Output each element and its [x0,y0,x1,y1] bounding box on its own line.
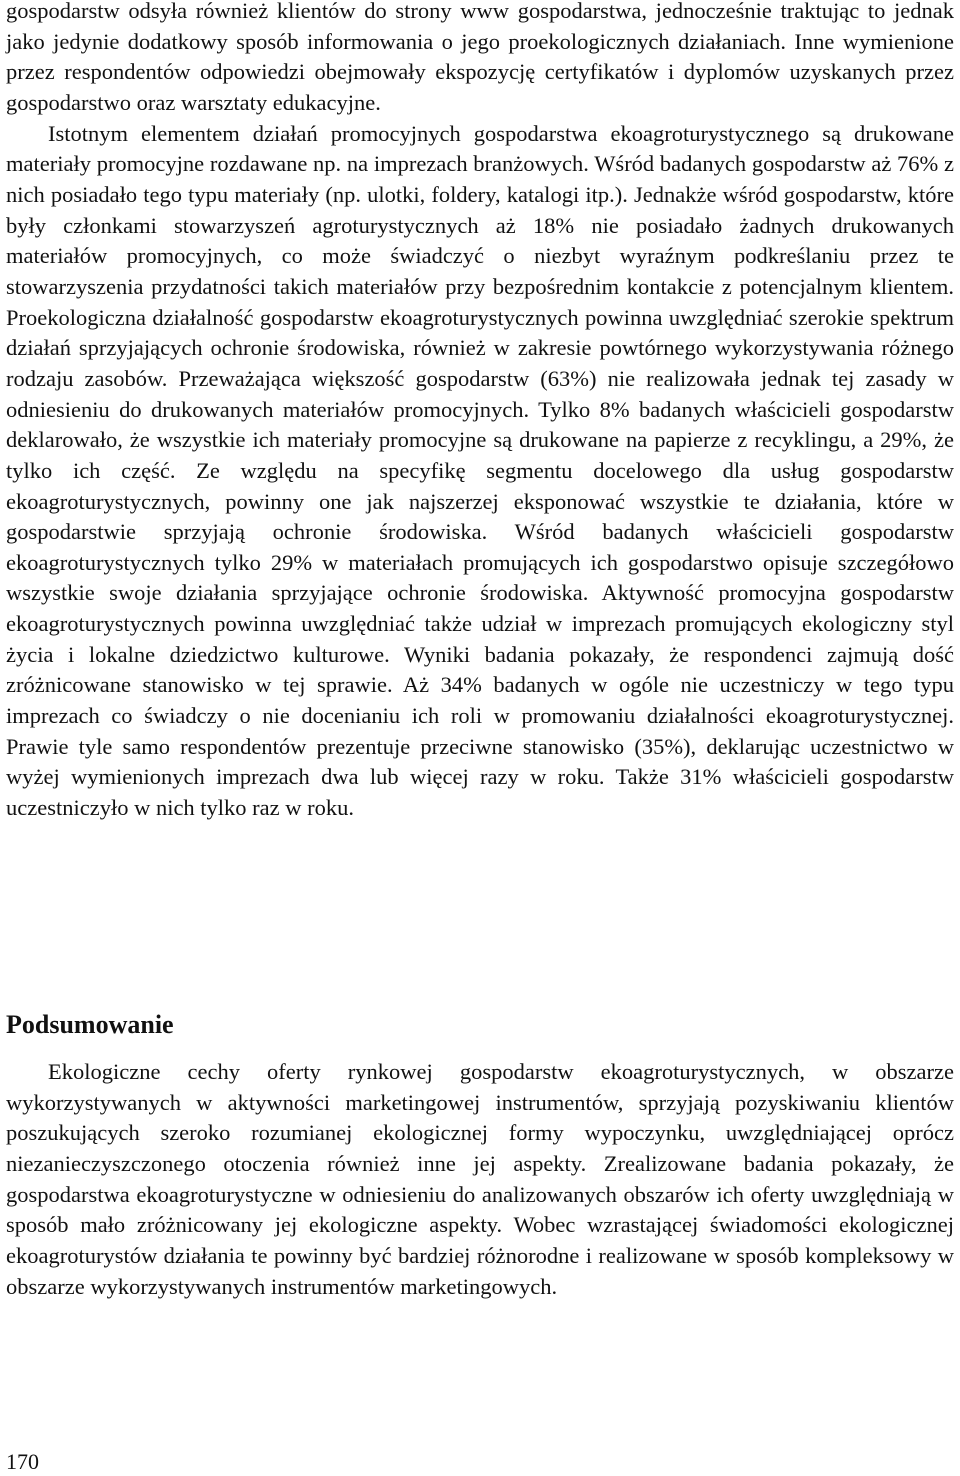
page-number: 170 [6,1449,39,1474]
paragraph-promotional-materials: Istotnym elementem działań promocyjnych gospodarstwa ekoagroturystycznego są drukowane materiały promocyjne rozdawane np. na imprezach branżowych. Wśród badanych gospodarstw aż 76% z nich posiadało tego typu materiały (np. ulotki, foldery, katalogi itp.). Jednakże wśród gospodarstw, które były członkami stowarzyszeń agroturystycznych aż 18% nie posiadało żadnych drukowanych materiałów promocyjnych, co może świadczyć o niezbyt wyraźnym podkreślaniu przez te stowarzyszenia przydatności takich materiałów przy bezpośrednim kontakcie z potencjalnym klientem. Proekologiczna działalność gospodarstw ekoagroturystycznych powinna uwzględniać szerokie spektrum działań sprzyjających ochronie środowiska, również w zakresie powtórnego wykorzystywania różnego rodzaju zasobów. Przeważająca większość gospodarstw (63%) nie realizowała jednak tej zasady w odniesieniu do drukowanych materiałów promocyjnych. Tylko 8% badanych właścicieli gospodarstw deklarowało, że wszystkie ich materiały promocyjne są drukowane na papierze z recyklingu, a 29%, że tylko ich część. Ze względu na specyfikę segmentu docelowego dla usług gospodarstw ekoagroturystycznych, powinny one jak najszerzej eksponować wszystkie te działania, które w gospodarstwie sprzyjają ochronie środowiska. Wśród badanych właścicieli gospodarstw ekoagroturystycznych tylko 29% w materiałach promujących ich gospodarstwo opisuje szczegółowo wszystkie swoje działania sprzyjające ochronie środowiska. Aktywność promocyjna gospodarstw ekoagroturystycznych powinna uwzględniać także udział w imprezach promujących ekologiczny styl życia i lokalne dziedzictwo kulturowe. Wyniki badania pokazały, że respondenci zajmują dość zróżnicowane stanowisko w tej sprawie. Aż 34% badanych w ogóle nie uczestniczy w tego typu imprezach co świadczy o nie docenianiu ich roli w promowaniu działalności ekoagroturystycznej. Prawie tyle samo respondentów prezentuje przeciwne stanowisko (35%), deklarując uczestnictwo w wyżej wymienionych imprezach dwa lub więcej razy w roku. Także 31% właścicieli gospodarstw uczestniczyło w nich tylko raz w roku. [6,120,954,821]
paragraph-continuation: gospodarstw odsyła również klientów do strony www gospodarstwa, jednocześnie traktując to jednak jako jedynie dodatkowy sposób informowania o jego proekologicznych działaniach. Inne wymienione przez respondentów odpowiedzi obejmowały ekspozycję certyfikatów i dyplomów uzyskanych przez gospodarstwo oraz warsztaty edukacyjne. [6,0,954,115]
section-heading: Podsumowanie [6,1010,174,1039]
paragraph-summary: Ekologiczne cechy oferty rynkowej gospodarstw ekoagroturystycznych, w obszarze wykorzystywanych w aktywności marketingowej instrumentów, sprzyjają pozyskiwaniu klientów poszukujących szeroko rozumianej ekologicznej formy wypoczynku, uwzględniającej oprócz niezanieczyszczonego otoczenia również inne jej aspekty. Zrealizowane badania pokazały, że gospodarstwa ekoagroturystyczne w odniesieniu do analizowanych obszarów ich oferty uwzględniają w sposób mało zróżnicowany jej ekologiczne aspekty. Wobec wzrastającej świadomości ekologicznej ekoagroturystów działania te powinny być bardziej różnorodne i realizowane w sposób kompleksowy w obszarze wykorzystywanych instrumentów marketingowych. [6,1059,954,1299]
body-text-summary [6,1057,954,1302]
body-text-top [6,0,954,824]
